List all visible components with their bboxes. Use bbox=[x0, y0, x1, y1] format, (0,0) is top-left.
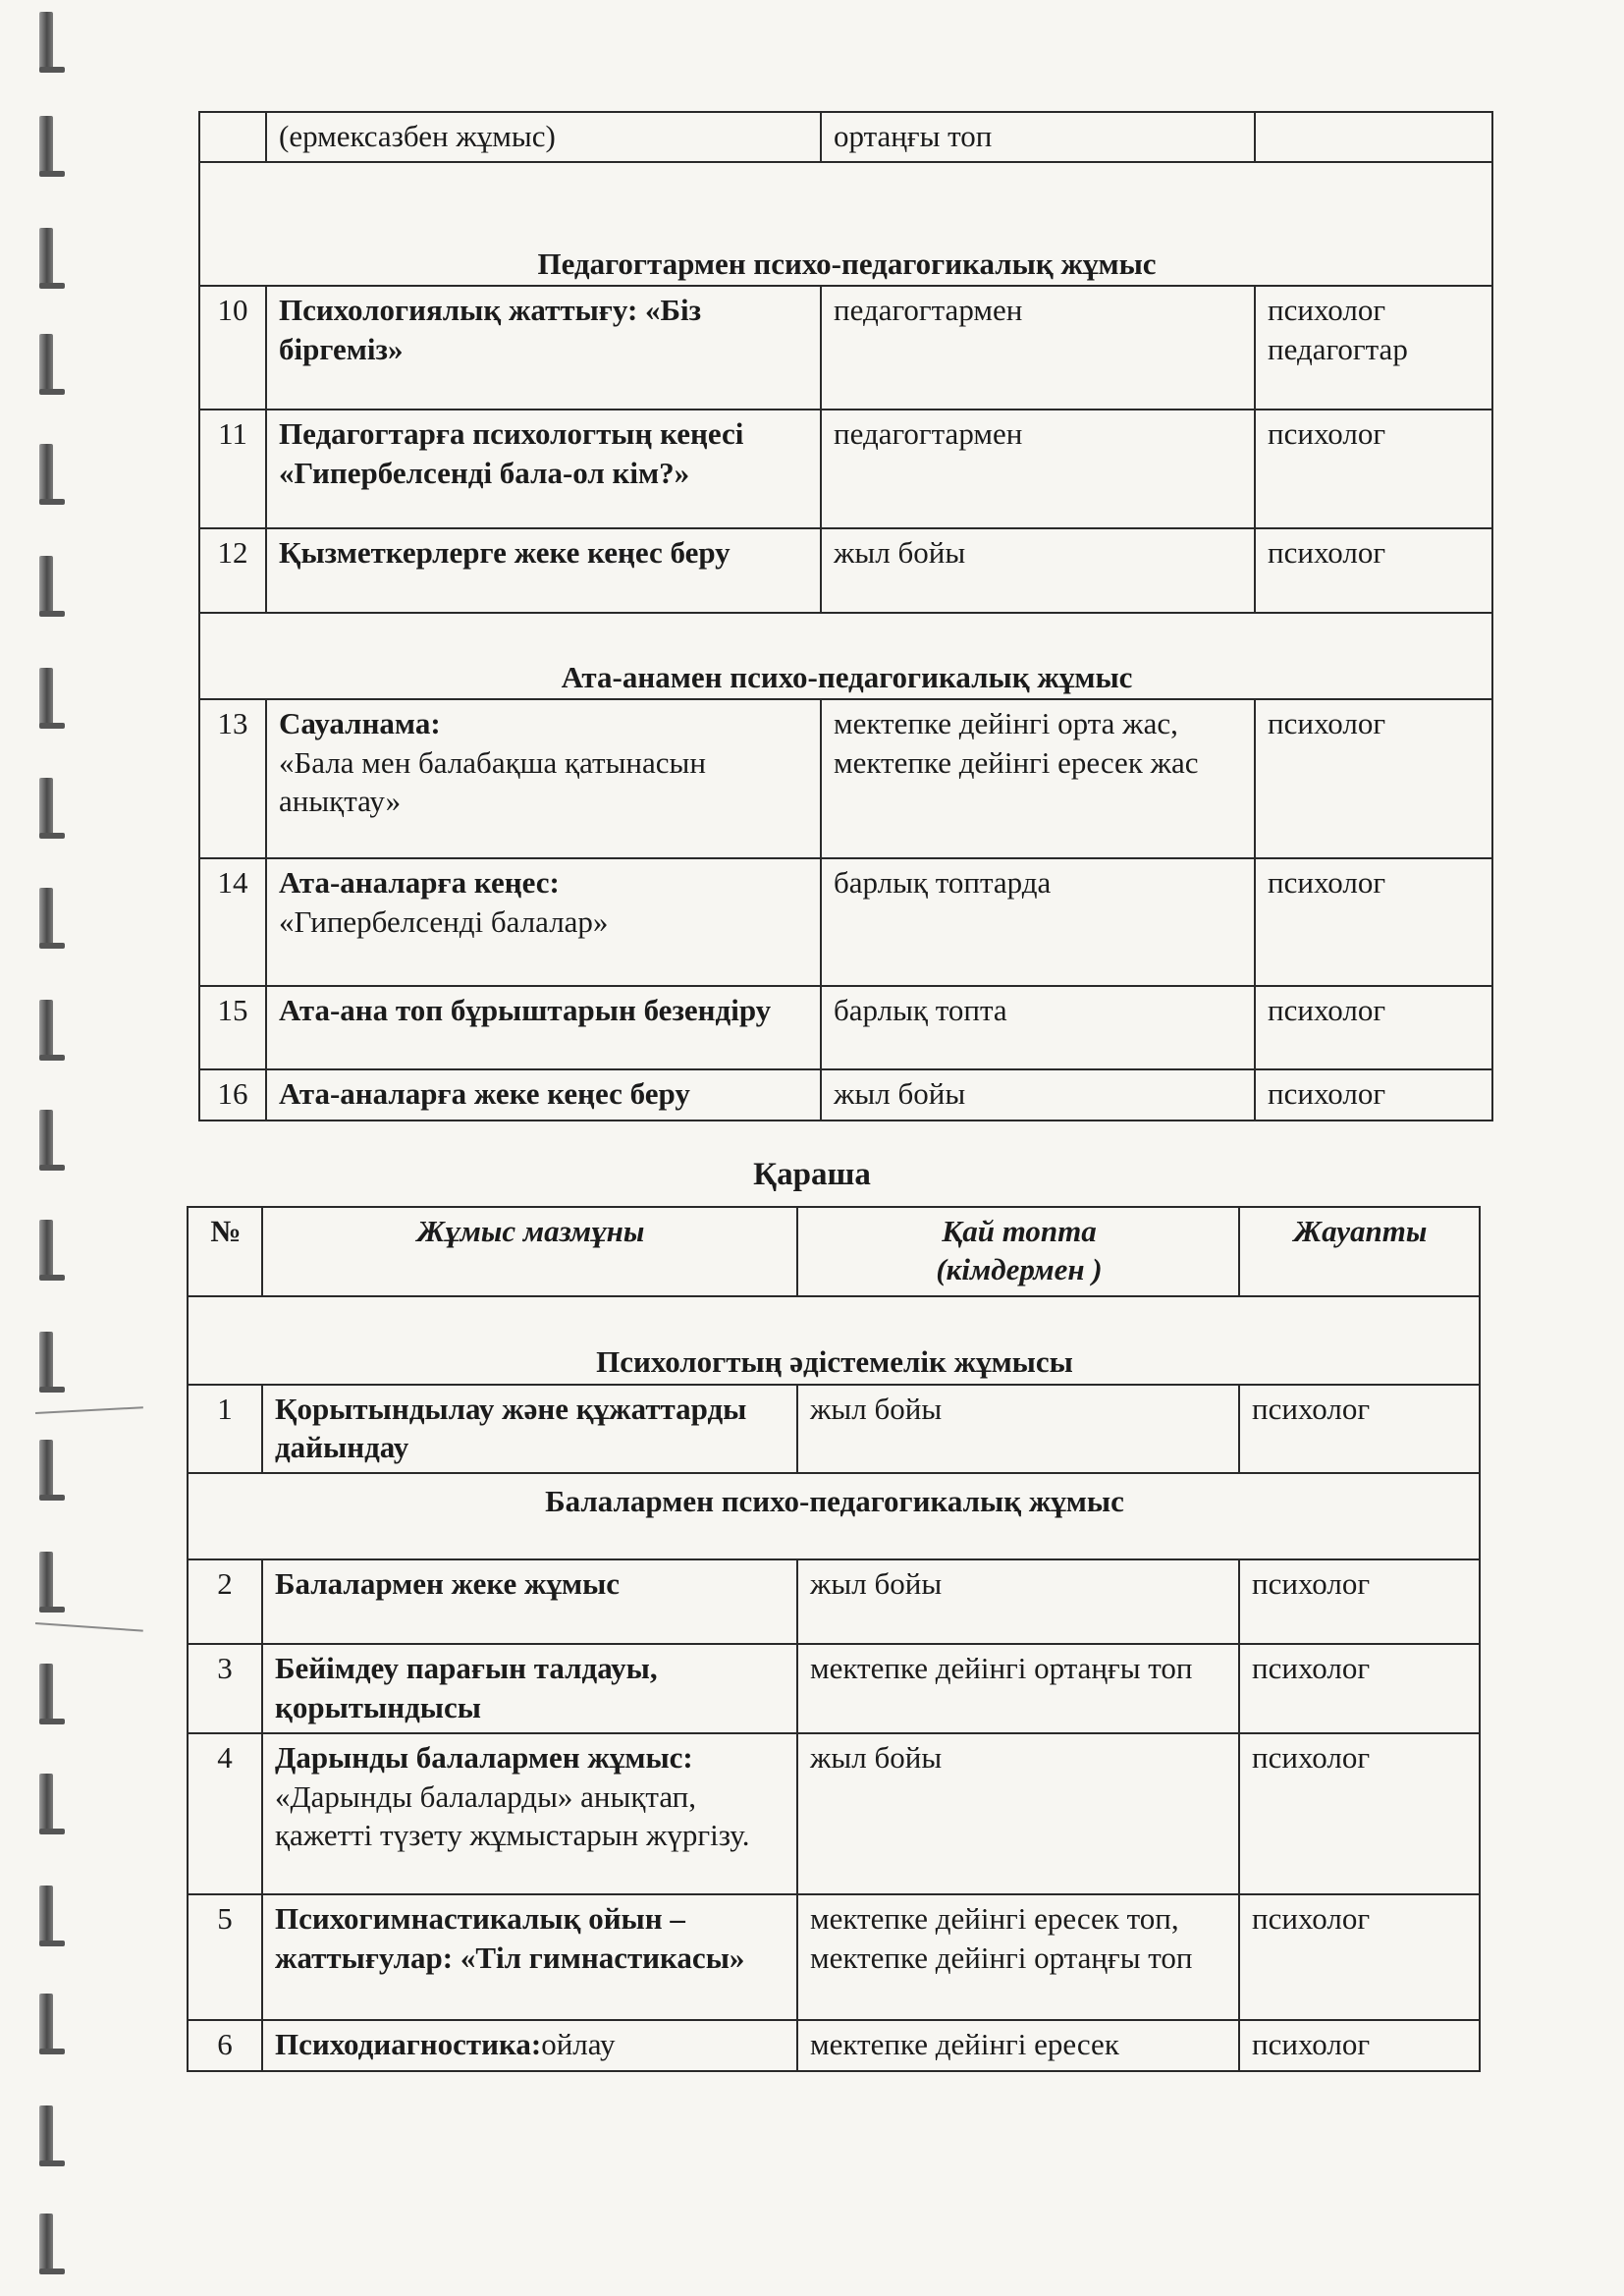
work-content-bold: Сауалнама: bbox=[279, 706, 441, 741]
work-content-detail: «Бала мен балабақша қатынасын анықтау» bbox=[279, 744, 706, 819]
work-content-bold: Дарынды балалармен жұмыс: bbox=[275, 1740, 693, 1776]
responsible: психолог bbox=[1255, 1069, 1492, 1120]
col-header-group-line2: (кімдермен ) bbox=[936, 1252, 1103, 1287]
work-content: Балалармен жеке жұмыс bbox=[262, 1559, 797, 1644]
work-content-bold: Психологиялық жаттығу: «Біз бірге bbox=[279, 293, 702, 366]
target-group: ортаңғы топ bbox=[821, 112, 1255, 162]
section-title: Балалармен психо-педагогикалық жұмыс bbox=[188, 1473, 1480, 1559]
row-number: 10 bbox=[199, 286, 266, 410]
col-header-group-line1: Қай топта bbox=[942, 1214, 1097, 1248]
section-header-row bbox=[188, 1473, 1480, 1559]
plan-table-november bbox=[187, 1206, 1481, 2072]
table-row bbox=[188, 1385, 1480, 1474]
work-content: Педагогтарға психологтың кеңесі «Гипербелсенді бала-ол кім?» bbox=[266, 410, 821, 528]
responsible: психолог bbox=[1255, 986, 1492, 1069]
row-number: 4 bbox=[188, 1733, 262, 1894]
target-group: мектепке дейінгі ортаңғы топ bbox=[797, 1644, 1239, 1733]
table-row bbox=[199, 112, 1492, 162]
table-header-row bbox=[188, 1207, 1480, 1296]
target-group: жыл бойы bbox=[797, 1559, 1239, 1644]
target-group: мектепке дейінгі ересек bbox=[797, 2020, 1239, 2070]
table-row bbox=[188, 1559, 1480, 1644]
table-row bbox=[199, 986, 1492, 1069]
work-content: Ата-аналарға жеке кеңес беру bbox=[266, 1069, 821, 1120]
responsible: психолог bbox=[1239, 1559, 1480, 1644]
target-group: барлық топта bbox=[821, 986, 1255, 1069]
row-number: 14 bbox=[199, 858, 266, 986]
table-row bbox=[199, 1069, 1492, 1120]
section-title: Психологтың әдістемелік жұмысы bbox=[188, 1296, 1480, 1385]
work-content-detail: «Дарынды балаларды» анықтап, қажетті түзету жұмыстарын жүргізу. bbox=[275, 1778, 750, 1852]
work-content bbox=[262, 1733, 797, 1894]
row-number: 11 bbox=[199, 410, 266, 528]
work-content: Қорытындылау және құжаттарды дайындау bbox=[262, 1385, 797, 1474]
work-content-bold: Ата-аналарға кеңес: bbox=[279, 865, 560, 901]
work-content-detail: ойлау bbox=[541, 2027, 616, 2062]
section-title: Ата-анамен психо-педагогикалық жұмыс bbox=[199, 613, 1492, 699]
row-number: 16 bbox=[199, 1069, 266, 1120]
responsible: психолог bbox=[1239, 1385, 1480, 1474]
table-row bbox=[199, 699, 1492, 858]
work-content bbox=[266, 286, 821, 410]
target-group: педагогтармен bbox=[821, 286, 1255, 410]
responsible: психолог bbox=[1255, 858, 1492, 986]
work-content: (ермексазбен жұмыс) bbox=[266, 112, 821, 162]
work-content bbox=[266, 699, 821, 858]
work-content-bold: міз» bbox=[346, 331, 404, 366]
table-row bbox=[188, 2020, 1480, 2070]
work-content: Психогимнастикалық ойын – жаттығулар: «Тіл гимнастикасы» bbox=[262, 1894, 797, 2020]
table-row bbox=[199, 528, 1492, 613]
work-content: Қызметкерлерге жеке кеңес беру bbox=[266, 528, 821, 613]
responsible: психолог педагогтар bbox=[1255, 286, 1492, 410]
target-group: жыл бойы bbox=[797, 1733, 1239, 1894]
work-content: Ата-ана топ бұрыштарын безендіру bbox=[266, 986, 821, 1069]
row-number: 5 bbox=[188, 1894, 262, 2020]
work-content: Бейімдеу парағын талдауы, қорытындысы bbox=[262, 1644, 797, 1733]
section-header-row bbox=[199, 162, 1492, 286]
target-group: жыл бойы bbox=[821, 1069, 1255, 1120]
target-group: педагогтармен bbox=[821, 410, 1255, 528]
responsible: психолог bbox=[1255, 699, 1492, 858]
table-row bbox=[188, 1733, 1480, 1894]
row-number: 1 bbox=[188, 1385, 262, 1474]
responsible: психолог bbox=[1239, 1733, 1480, 1894]
section-title: Педагогтармен психо-педагогикалық жұмыс bbox=[199, 162, 1492, 286]
section-header-row bbox=[188, 1296, 1480, 1385]
row-number: 3 bbox=[188, 1644, 262, 1733]
target-group: мектепке дейінгі ересек топ, мектепке дейінгі ортаңғы топ bbox=[797, 1894, 1239, 2020]
responsible: психолог bbox=[1255, 528, 1492, 613]
work-content-bold: Психодиагностика: bbox=[275, 2027, 542, 2062]
target-group: барлық топтарда bbox=[821, 858, 1255, 986]
work-content bbox=[262, 2020, 797, 2070]
table-row bbox=[199, 286, 1492, 410]
responsible: психолог bbox=[1239, 1894, 1480, 2020]
col-header-number: № bbox=[188, 1207, 262, 1296]
row-number: 6 bbox=[188, 2020, 262, 2070]
target-group: мектепке дейінгі орта жас, мектепке дейінгі ересек жас bbox=[821, 699, 1255, 858]
responsible: психолог bbox=[1239, 1644, 1480, 1733]
spiral-binding bbox=[29, 0, 69, 2296]
plan-table-top bbox=[198, 111, 1493, 1121]
responsible: психолог bbox=[1255, 410, 1492, 528]
table-row bbox=[188, 1894, 1480, 2020]
col-header-responsible: Жауапты bbox=[1239, 1207, 1480, 1296]
table-row bbox=[199, 410, 1492, 528]
month-heading: Қараша bbox=[753, 1157, 871, 1192]
row-number: 2 bbox=[188, 1559, 262, 1644]
row-number bbox=[199, 112, 266, 162]
table-row bbox=[199, 858, 1492, 986]
target-group: жыл бойы bbox=[821, 528, 1255, 613]
work-content-detail: «Гипербелсенді балалар» bbox=[279, 903, 609, 939]
col-header-content: Жұмыс мазмұны bbox=[262, 1207, 797, 1296]
work-content bbox=[266, 858, 821, 986]
col-header-group bbox=[797, 1207, 1239, 1296]
row-number: 15 bbox=[199, 986, 266, 1069]
section-header-row bbox=[199, 613, 1492, 699]
row-number: 13 bbox=[199, 699, 266, 858]
row-number: 12 bbox=[199, 528, 266, 613]
table-row bbox=[188, 1644, 1480, 1733]
responsible bbox=[1255, 112, 1492, 162]
responsible: психолог bbox=[1239, 2020, 1480, 2070]
target-group: жыл бойы bbox=[797, 1385, 1239, 1474]
